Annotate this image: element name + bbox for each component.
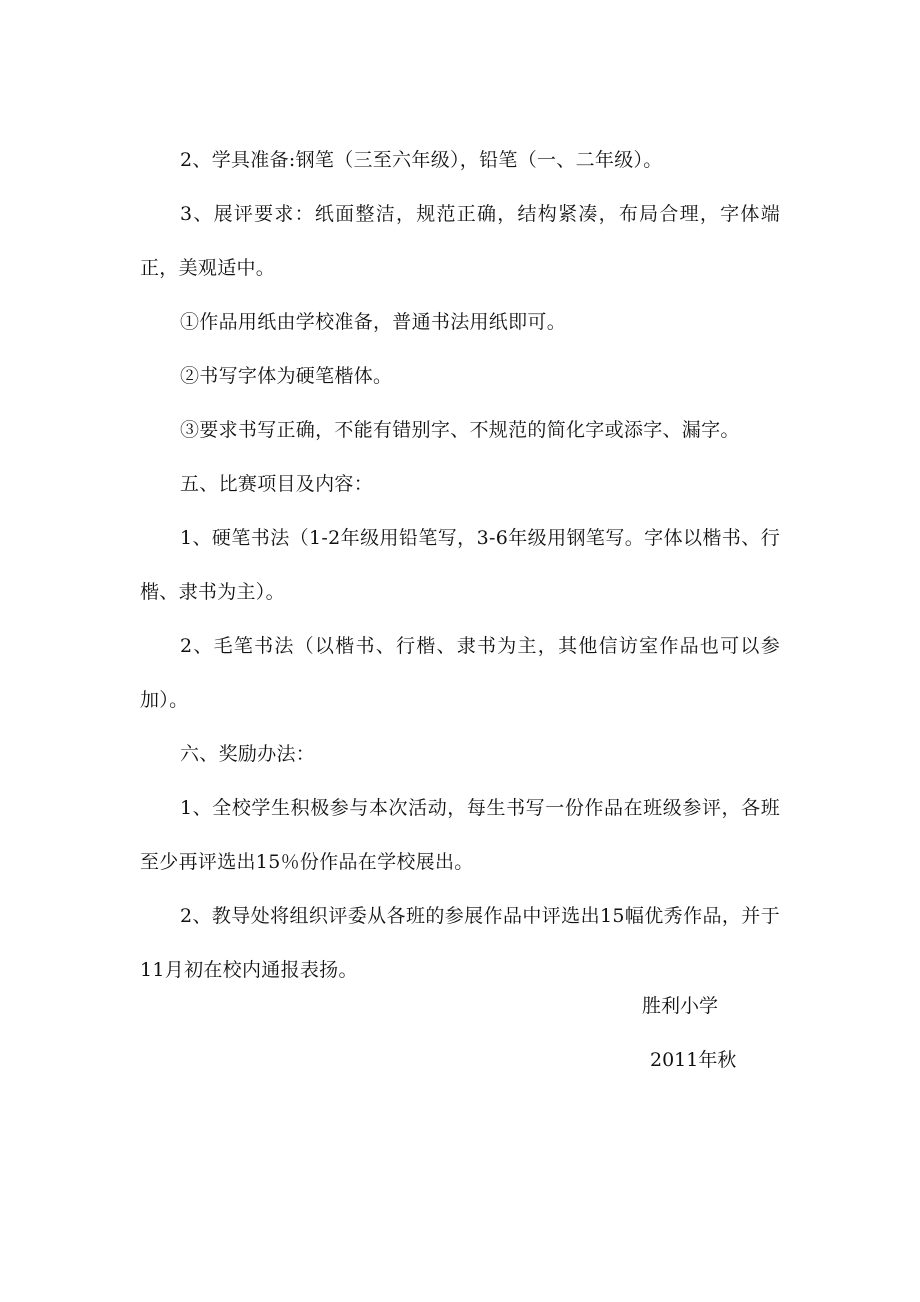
paragraph-reward-school: 2、教导处将组织评委从各班的参展作品中评选出15幅优秀作品，并于11月初在校内通报表扬。 (140, 905, 780, 981)
paragraph-paper-note: ①作品用纸由学校准备，普通书法用纸即可。 (180, 311, 567, 333)
paragraph-reward-class: 1、全校学生积极参与本次活动，每生书写一份作品在班级参评，各班至少再评选出15％份作品在学校展出。 (140, 797, 780, 873)
paragraph-evaluation-requirements: 3、展评要求：纸面整洁，规范正确，结构紧凑，布局合理，字体端正，美观适中。 (140, 203, 780, 279)
signature-date: 2011年秋 (650, 1049, 737, 1071)
paragraph-brush: 2、毛笔书法（以楷书、行楷、隶书为主，其他信访室作品也可以参加）。 (140, 635, 780, 711)
paragraph-supplies: 2、学具准备:钢笔（三至六年级），铅笔（一、二年级）。 (180, 149, 663, 171)
section-heading-rewards: 六、奖励办法： (180, 743, 316, 765)
paragraph-font-note: ②书写字体为硬笔楷体。 (180, 365, 393, 387)
section-heading-competition-items: 五、比赛项目及内容： (180, 473, 374, 495)
signature-school: 胜利小学 (642, 995, 719, 1017)
document-body (140, 133, 780, 997)
paragraph-hard-pen: 1、硬笔书法（1-2年级用铅笔写，3-6年级用钢笔写。字体以楷书、行楷、隶书为主）。 (140, 527, 780, 603)
paragraph-correctness-note: ③要求书写正确，不能有错别字、不规范的简化字或添字、漏字。 (180, 419, 740, 441)
